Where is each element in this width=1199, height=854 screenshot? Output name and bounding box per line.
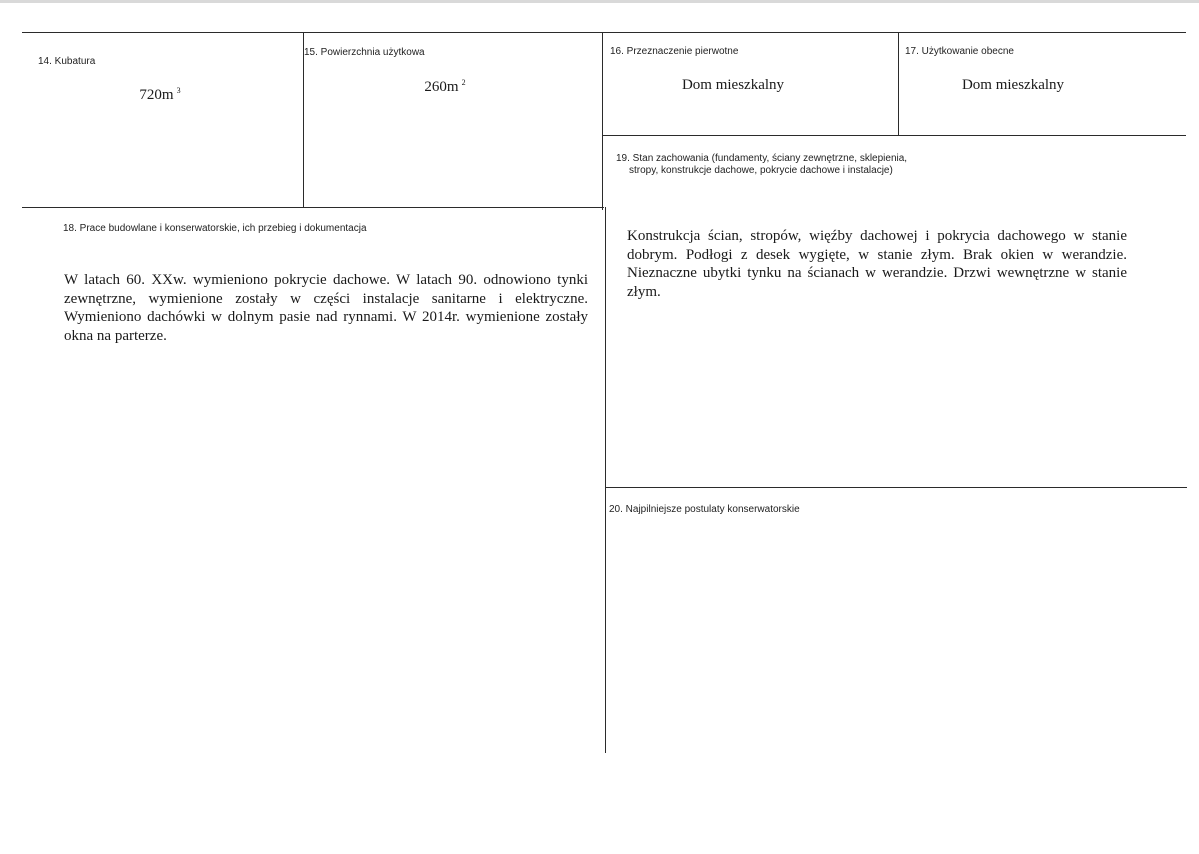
field-15-value xyxy=(385,78,505,96)
field-14-value xyxy=(100,86,220,104)
scan-top-edge xyxy=(0,0,1199,3)
field-20-label: 20. Najpilniejsze postulaty konserwatorskie xyxy=(609,504,800,515)
volume-unit-exponent: 3 xyxy=(176,86,181,95)
divider-16-17 xyxy=(898,32,899,136)
field-17-value: Dom mieszkalny xyxy=(961,77,1065,93)
divider-16-19 xyxy=(602,135,1186,136)
area-value: 260m xyxy=(424,79,459,95)
divider-left-right xyxy=(602,32,603,210)
field-16-value: Dom mieszkalny xyxy=(681,77,785,93)
field-18-text: W latach 60. XXw. wymieniono pokrycie dachowe. W latach 90. odnowiono tynki zewnętrzne, wymienione zostały w części instalacje sanitarne i elektryczne. Wymieniono dachówki w dolnym pasie nad rynnami. W 2014r. wymienione zostały okna na parterze. xyxy=(64,272,588,344)
area-unit-exponent: 2 xyxy=(461,78,466,87)
field-19-text: Konstrukcja ścian, stropów, więźby dachowej i pokrycia dachowego w stanie dobrym. Podłogi z desek wygięte, w stanie złym. Brak okien w werandzie. Nieznaczne ubytki tynku na ścianach w werandzie. Drzwi wewnętrzne w stanie złym. xyxy=(627,228,1127,300)
field-14-label: 14. Kubatura xyxy=(38,56,96,67)
field-19-label-line1: 19. Stan zachowania (fundamenty, ściany zewnętrzne, sklepienia, xyxy=(616,153,908,164)
field-17-label: 17. Użytkowanie obecne xyxy=(905,46,1014,57)
field-19-label-line2: stropy, konstrukcje dachowe, pokrycie dachowe i instalacje) xyxy=(629,165,893,176)
divider-19-20 xyxy=(605,487,1187,488)
divider-14-18 xyxy=(22,207,604,208)
field-16-label: 16. Przeznaczenie pierwotne xyxy=(610,46,739,57)
divider-18-19 xyxy=(605,207,606,753)
field-18-label: 18. Prace budowlane i konserwatorskie, ich przebieg i dokumentacja xyxy=(63,223,367,234)
field-15-label: 15. Powierzchnia użytkowa xyxy=(304,47,425,58)
volume-value: 720m xyxy=(139,87,174,103)
top-border xyxy=(22,32,1186,33)
